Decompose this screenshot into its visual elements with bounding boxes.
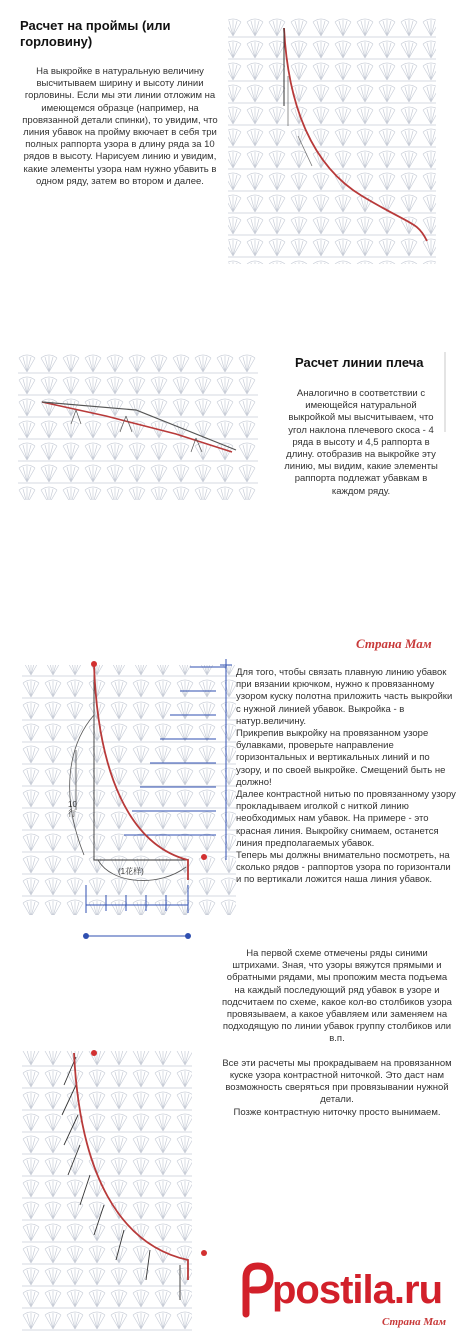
diagram-label-rows: 10 行 — [68, 800, 77, 818]
section4-body: На первой схеме отмечены ряды синими штрихами. Зная, что узоры вяжутся прямыми и обратными рядами, мы пропожим места подъема на каждый последующий ряд убавок в узоре и подсчитаем по схеме, какое кол-во столбиков узора провязываем, а какое убавляем или заменяем на подходящую по линии убавок группу столбиков или в.п. Все эти расчеты мы прокрадываем на провязанном куске узора контрастной ниточкой. Это даст нам возможность сверяться при провязывании нужной детали. Позже контрастную ниточку просто вынимаем. — [222, 948, 452, 1118]
postila-logo-text: postila.ru — [272, 1268, 443, 1312]
diagram-label-repeat: (1花样) — [118, 867, 144, 876]
reduction-diagram — [20, 655, 246, 945]
section3-body: Для того, чтобы связать плавную линию убавок при вязании крючком, нужно к провязанному узором куску полотна приложить часть выкройки с нужной линией убавок. Выкройка - в натур.величину. Прикрепив выкройку на провязанном узоре булавками, проверьте направление горизонтальных и вертикальных линий и по узору, и по своей выкройке. Смещений быть не должно! Далее контрастной нитью по провязанному узору прокладываем иголкой с ниткой линию необходимых нам убавок. На примере - это красная линия. Выкройку снимаем, останется линия предполагаемых убавок. Теперь мы должны внимательно посмотреть, на сколько рядов - раппортов узора по горизонтали и по вертикали ложится наша линия убавок. — [236, 667, 456, 886]
section1-title: Расчет на проймы (или горловину) — [20, 18, 171, 49]
section2-title: Расчет линии плеча — [295, 355, 424, 370]
brand-bottom: Страна Мам — [382, 1316, 447, 1328]
final-diagram — [20, 1045, 230, 1335]
shoulder-diagram — [16, 352, 260, 502]
section2-body: Аналогично в соответствии с имеющейся натуральной выкройкой мы высчитываем, что угол наклона плечевого скоса - 4 ряда в высоту и 4,5 раппорта в длину. отобразив на выкройке эту линию, мы видим, какие элементы раппорта подлежат убавкам в каждом ряду. — [284, 388, 438, 497]
armhole-diagram — [222, 16, 442, 266]
brand-mark: Страна Мам — [356, 636, 432, 651]
section1-body: На выкройке в натуральную величину высчитываем ширину и высоту линии горловины. Если мы эти линии отложим на имеющемся образце (например, на провязанной детали спинки), то увидим, что линия убавок на пройму вкючает в себя три полных раппорта узора в длину ряда за 10 рядов в высоту. Нарисуем линию и увидим, какие элементы узора нам нужно убавить в одном ряду, затем во втором и далее. — [22, 66, 218, 187]
divider-line — [444, 352, 446, 432]
